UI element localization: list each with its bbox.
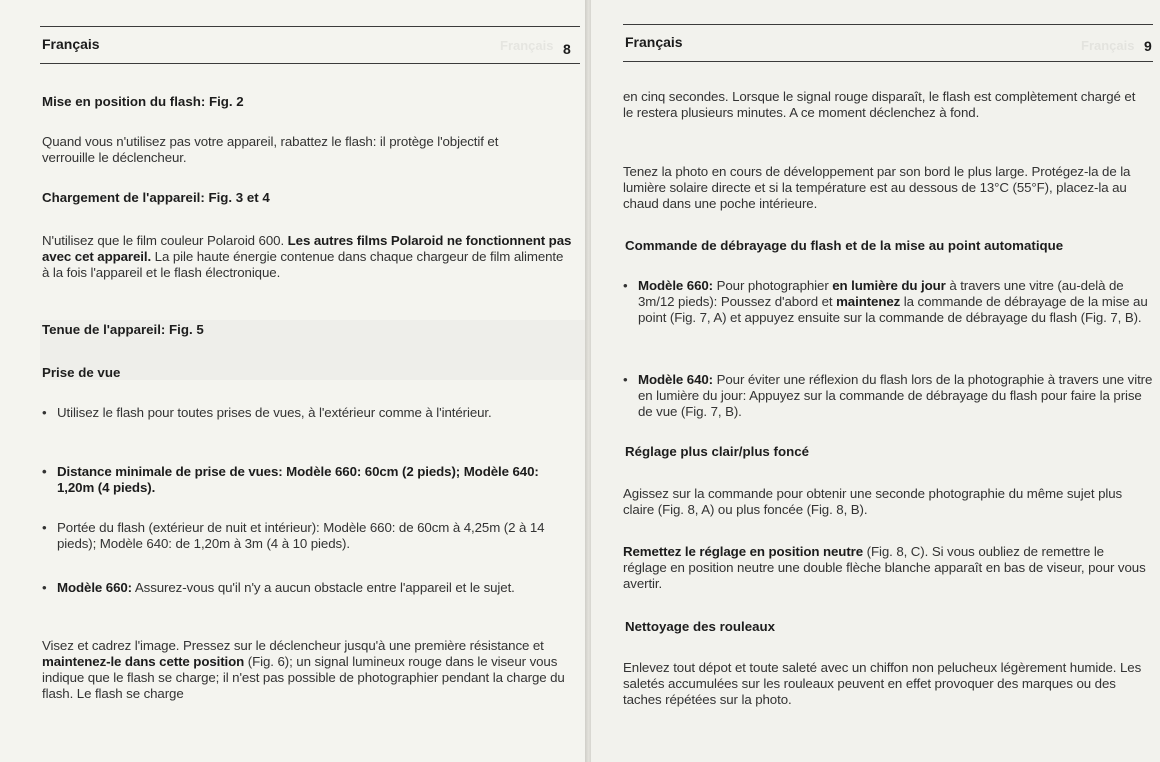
header-bottom-rule <box>40 63 580 64</box>
bullet-660-obstacle: • Modèle 660: Assurez-vous qu'il n'y a aucun obstacle entre l'appareil et le sujet. <box>42 580 577 596</box>
header-bottom-rule <box>623 61 1153 62</box>
page-number: 9 <box>1144 38 1152 54</box>
bullet-640-override: • Modèle 640: Pour éviter une réflexion du flash lors de la photographie à travers une vitre en lumière du jour: Appuyez sur la commande de débrayage du flash pour faire la prise de vue (Fig. 7, B). <box>623 372 1158 420</box>
header-top-rule <box>623 24 1153 25</box>
paragraph-continuation: en cinq secondes. Lorsque le signal rouge disparaît, le flash est complètement chargé et le restera plusieurs minutes. A ce moment déclenchez à fond. <box>623 89 1136 120</box>
right-page <box>591 0 1160 762</box>
heading-cleaning: Nettoyage des rouleaux <box>625 619 776 634</box>
bullet-min-distance: • Distance minimale de prise de vues: Modèle 660: 60cm (2 pieds); Modèle 640: 1,20m (4 pieds). <box>42 464 567 496</box>
page-number: 8 <box>563 41 571 57</box>
paragraph-aim: Visez et cadrez l'image. Pressez sur le déclencheur jusqu'à une première résistance et maintenez-le dans cette position (Fig. 6); un signal lumineux rouge dans le viseur vous indique que le flash se charge; il n'est pas possible de photographier pendant la charge du flash. Le flash se charge <box>42 638 565 701</box>
heading-loading: Chargement de l'appareil: Fig. 3 et 4 <box>42 190 270 205</box>
header-top-rule <box>40 26 580 27</box>
heading-override: Commande de débrayage du flash et de la mise au point automatique <box>625 238 1064 253</box>
paragraph-cleaning: Enlevez tout dépot et toute saleté avec un chiffon non pelucheux légèrement humide. Les saletés accumulées sur les rouleaux peuvent en effet provoquer des marques ou des taches répétées sur la photo. <box>623 660 1142 707</box>
header-language: Français <box>42 36 100 52</box>
heading-lighten-darken: Réglage plus clair/plus foncé <box>625 444 809 459</box>
bleed-through-ghost: Français <box>1081 38 1135 53</box>
paragraph-flash-position: Quand vous n'utilisez pas votre appareil, rabattez le flash: il protège l'objectif et verrouille le déclencheur. <box>42 134 499 165</box>
bullet-660-override: • Modèle 660: Pour photographier en lumière du jour à travers une vitre (au-delà de 3m/12 pieds): Poussez d'abord et maintenez la commande de débrayage de la mise au point (Fig. 7, A) et appuyez ensuite sur la commande de débrayage du flash (Fig. 7, B). <box>623 278 1158 326</box>
bleed-through-ghost: Français <box>500 38 554 53</box>
paragraph-development: Tenez la photo en cours de développement par son bord le plus large. Protégez-la de la lumière solaire directe et si la température est au dessous de 13°C (55°F), placez-la au chaud dans une poche intérieure. <box>623 164 1131 211</box>
header-language: Français <box>625 34 683 50</box>
bullet-use-flash: • Utilisez le flash pour toutes prises de vues, à l'extérieur comme à l'intérieur. <box>42 405 557 421</box>
heading-flash-position: Mise en position du flash: Fig. 2 <box>42 94 244 109</box>
bullet-flash-range: • Portée du flash (extérieur de nuit et intérieur): Modèle 660: de 60cm à 4,25m (2 à 14 pieds); Modèle 640: de 1,20m à 3m (4 à 10 pieds). <box>42 520 567 552</box>
heading-holding: Tenue de l'appareil: Fig. 5 <box>42 322 204 337</box>
paragraph-loading: N'utilisez que le film couleur Polaroid 600. Les autres films Polaroid ne fonctionnent pas avec cet appareil. La pile haute énergie contenue dans chaque chargeur de film alimente à la fois l'appareil et le flash électronique. <box>42 233 572 280</box>
paragraph-lighten-darken: Agissez sur la commande pour obtenir une seconde photographie du même sujet plus claire (Fig. 8, A) ou plus foncée (Fig. 8, B). <box>623 486 1123 517</box>
paragraph-neutral: Remettez le réglage en position neutre (Fig. 8, C). Si vous oubliez de remettre le réglage en position neutre une double flèche blanche apparaît en bas de viseur, pour vous avertir. <box>623 544 1146 591</box>
heading-shooting: Prise de vue <box>42 365 121 380</box>
